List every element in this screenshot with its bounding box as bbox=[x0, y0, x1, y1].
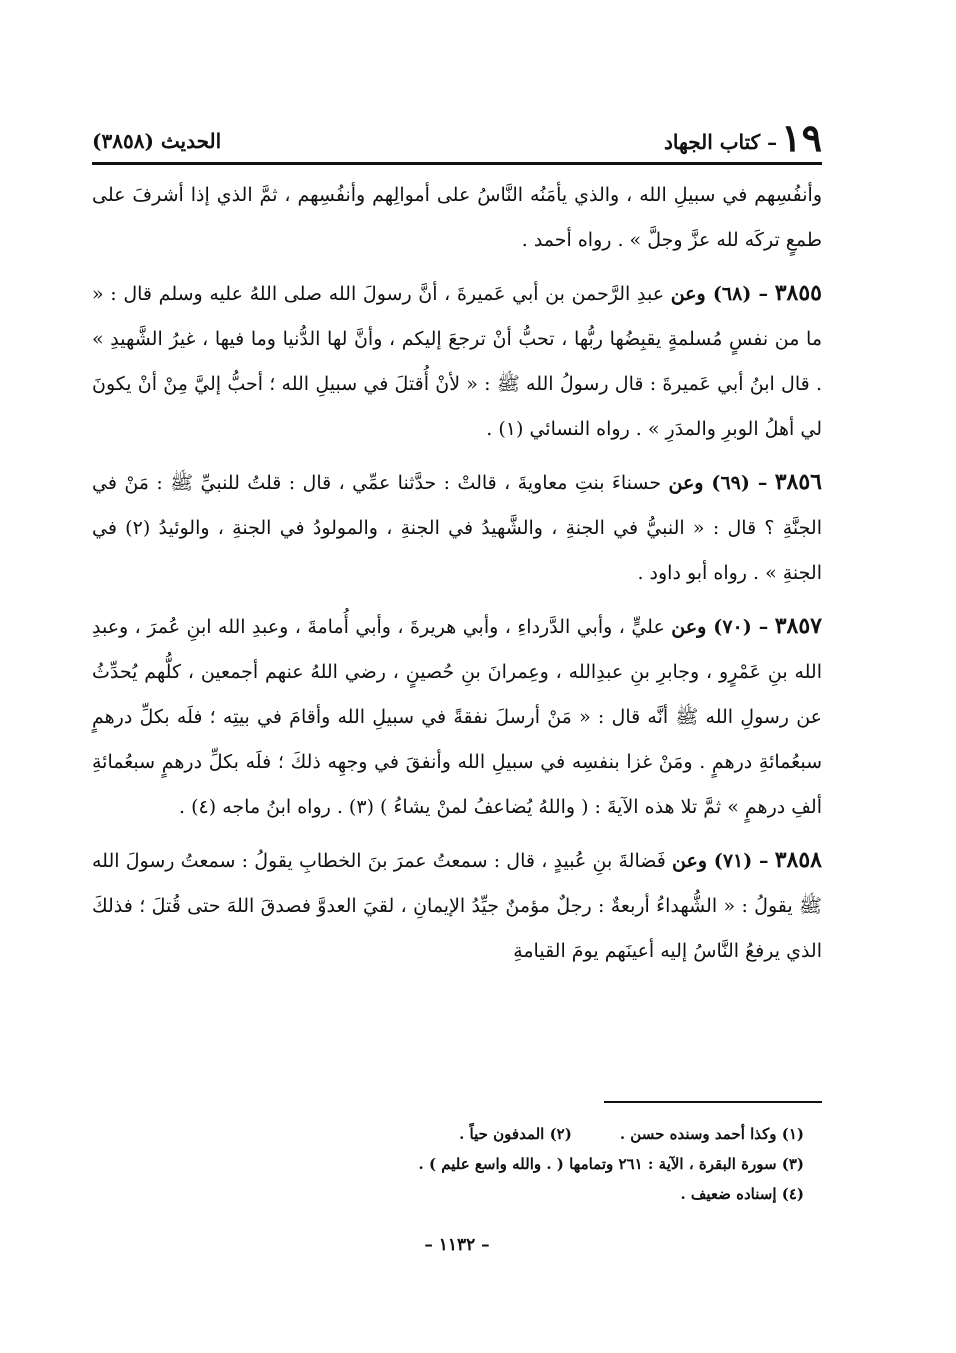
book-page bbox=[92, 95, 822, 1315]
hadith-3858 bbox=[92, 838, 822, 974]
main-text bbox=[92, 173, 822, 982]
footnote-2: (٢) المدفون حياً . bbox=[459, 1125, 572, 1143]
hadith-number: ٣٨٥٧ bbox=[774, 613, 822, 639]
hadith-text: فَضالةَ بنِ عُبيدٍ ، قال : سمعتُ عمرَ بنَ الخطابِ يقولُ : سمعتُ رسولَ الله ﷺ يقولُ : « الشُّهداءُ أربعةٌ : رجلٌ مؤمنٌ جيِّدُ الإيمانِ ، لقيَ العدوَّ فصدقَ اللهَ حتى قُتلَ ؛ فذلكَ الذي يرفعُ النَّاسُ إليه أعينَهم يومَ القيامةِ bbox=[92, 850, 822, 962]
chapter-title: – كتاب الجهاد bbox=[663, 130, 778, 154]
hadith-3856 bbox=[92, 460, 822, 596]
hadith-text: عليٍّ ، وأبي الدَّرداءِ ، وأبي هريرةَ ، وأبي أُمامةَ ، وعبدِ الله ابنِ عُمرَ ، وعبدِ الله بنِ عَمْرٍو ، وجابرِ بنِ عبدِالله ، وعِمرانَ بنِ حُصينٍ ، رضي اللهُ عنهم أجمعين ، كلُّهم يُحدِّثُ عن رسولِ الله ﷺ أنَّه قال : « مَنْ أرسلَ نفقةً في سبيلِ الله وأقامَ في بيتِه ؛ فلَه بكلِّ درهمٍ سبعُمائةِ درهمٍ . ومَنْ غزا بنفسِه في سبيلِ الله وأنفقَ في وجهِه ذلكَ ؛ فلَه بكلِّ درهمٍ سبعُمائةِ ألفِ درهمٍ » ثمَّ تلا هذه الآيةَ : ( واللهُ يُضاعفُ لمنْ يشاءُ ) (٣) . رواه ابنُ ماجه (٤) . bbox=[92, 616, 822, 818]
footnote-3: (٣) سورة البقرة ، الآية : ٢٦١ وتمامها ( . والله واسع عليم ) . bbox=[418, 1155, 804, 1173]
paragraph-continuation bbox=[92, 173, 822, 263]
hadith-lead: – (٧١) وعن bbox=[672, 850, 769, 872]
paragraph-text: وأنفُسِهم في سبيلِ الله ، والذي يأمَنُه النَّاسُ على أموالِهم وأنفُسِهم ، ثمَّ الذي إذا أشرفَ على طمعٍ تركَه لله عزَّ وجلَّ » . رواه أحمد . bbox=[92, 184, 822, 251]
footnote-1: (١) وكذا أحمد وسنده حسن . bbox=[619, 1125, 804, 1143]
hadith-lead: – (٧٠) وعن bbox=[671, 616, 769, 638]
header-divider bbox=[92, 162, 822, 165]
hadith-3855 bbox=[92, 271, 822, 452]
page-number: – ١١٣٢ – bbox=[424, 1235, 490, 1255]
chapter-heading bbox=[663, 115, 822, 160]
hadith-lead: – (٦٩) وعن bbox=[668, 472, 768, 494]
footnote-divider bbox=[604, 1101, 822, 1103]
footnote-row bbox=[92, 1149, 804, 1179]
hadith-number: ٣٨٥٥ bbox=[774, 280, 822, 306]
footnotes bbox=[92, 1119, 804, 1209]
hadith-range: الحديث (٣٨٥٨) bbox=[92, 129, 222, 153]
hadith-number: ٣٨٥٦ bbox=[774, 469, 822, 495]
footnote-row bbox=[92, 1119, 804, 1149]
hadith-number: ٣٨٥٨ bbox=[774, 847, 822, 873]
footnote-4: (٤) إسناده ضعيف . bbox=[680, 1185, 804, 1203]
page-header bbox=[92, 107, 822, 160]
chapter-number: ١٩ bbox=[781, 115, 822, 160]
footnote-row bbox=[92, 1179, 804, 1209]
hadith-3857 bbox=[92, 604, 822, 830]
hadith-text: عبدِ الرَّحمن بن أبي عَميرةَ ، أنَّ رسولَ الله صلى اللهُ عليه وسلم قال : « ما من نفسٍ مُسلمةٍ يقبِضُها ربُّها ، تحبُّ أنْ ترجعَ إليكم ، وأنَّ لها الدُّنيا وما فيها ، غيرُ الشَّهيدِ » . قال ابنُ أبي عَميرةَ : قال رسولُ الله ﷺ : « لأنْ أُقتلَ في سبيلِ الله ؛ أحبُّ إليَّ مِنْ أنْ يكونَ لي أهلُ الوبرِ والمدَرِ » . رواه النسائي (١) . bbox=[92, 283, 822, 440]
hadith-lead: – (٦٨) وعن bbox=[670, 283, 769, 305]
hadith-text: حسناءَ بنتِ معاويةَ ، قالتْ : حدَّثنا عمِّي ، قال : قلتُ للنبيِّ ﷺ : مَنْ في الجنَّةِ ؟ قال : « النبيُّ في الجنةِ ، والشَّهيدُ في الجنةِ ، والمولودُ في الجنةِ ، والوئيدُ (٢) في الجنةِ » . رواه أبو داود . bbox=[92, 472, 822, 584]
